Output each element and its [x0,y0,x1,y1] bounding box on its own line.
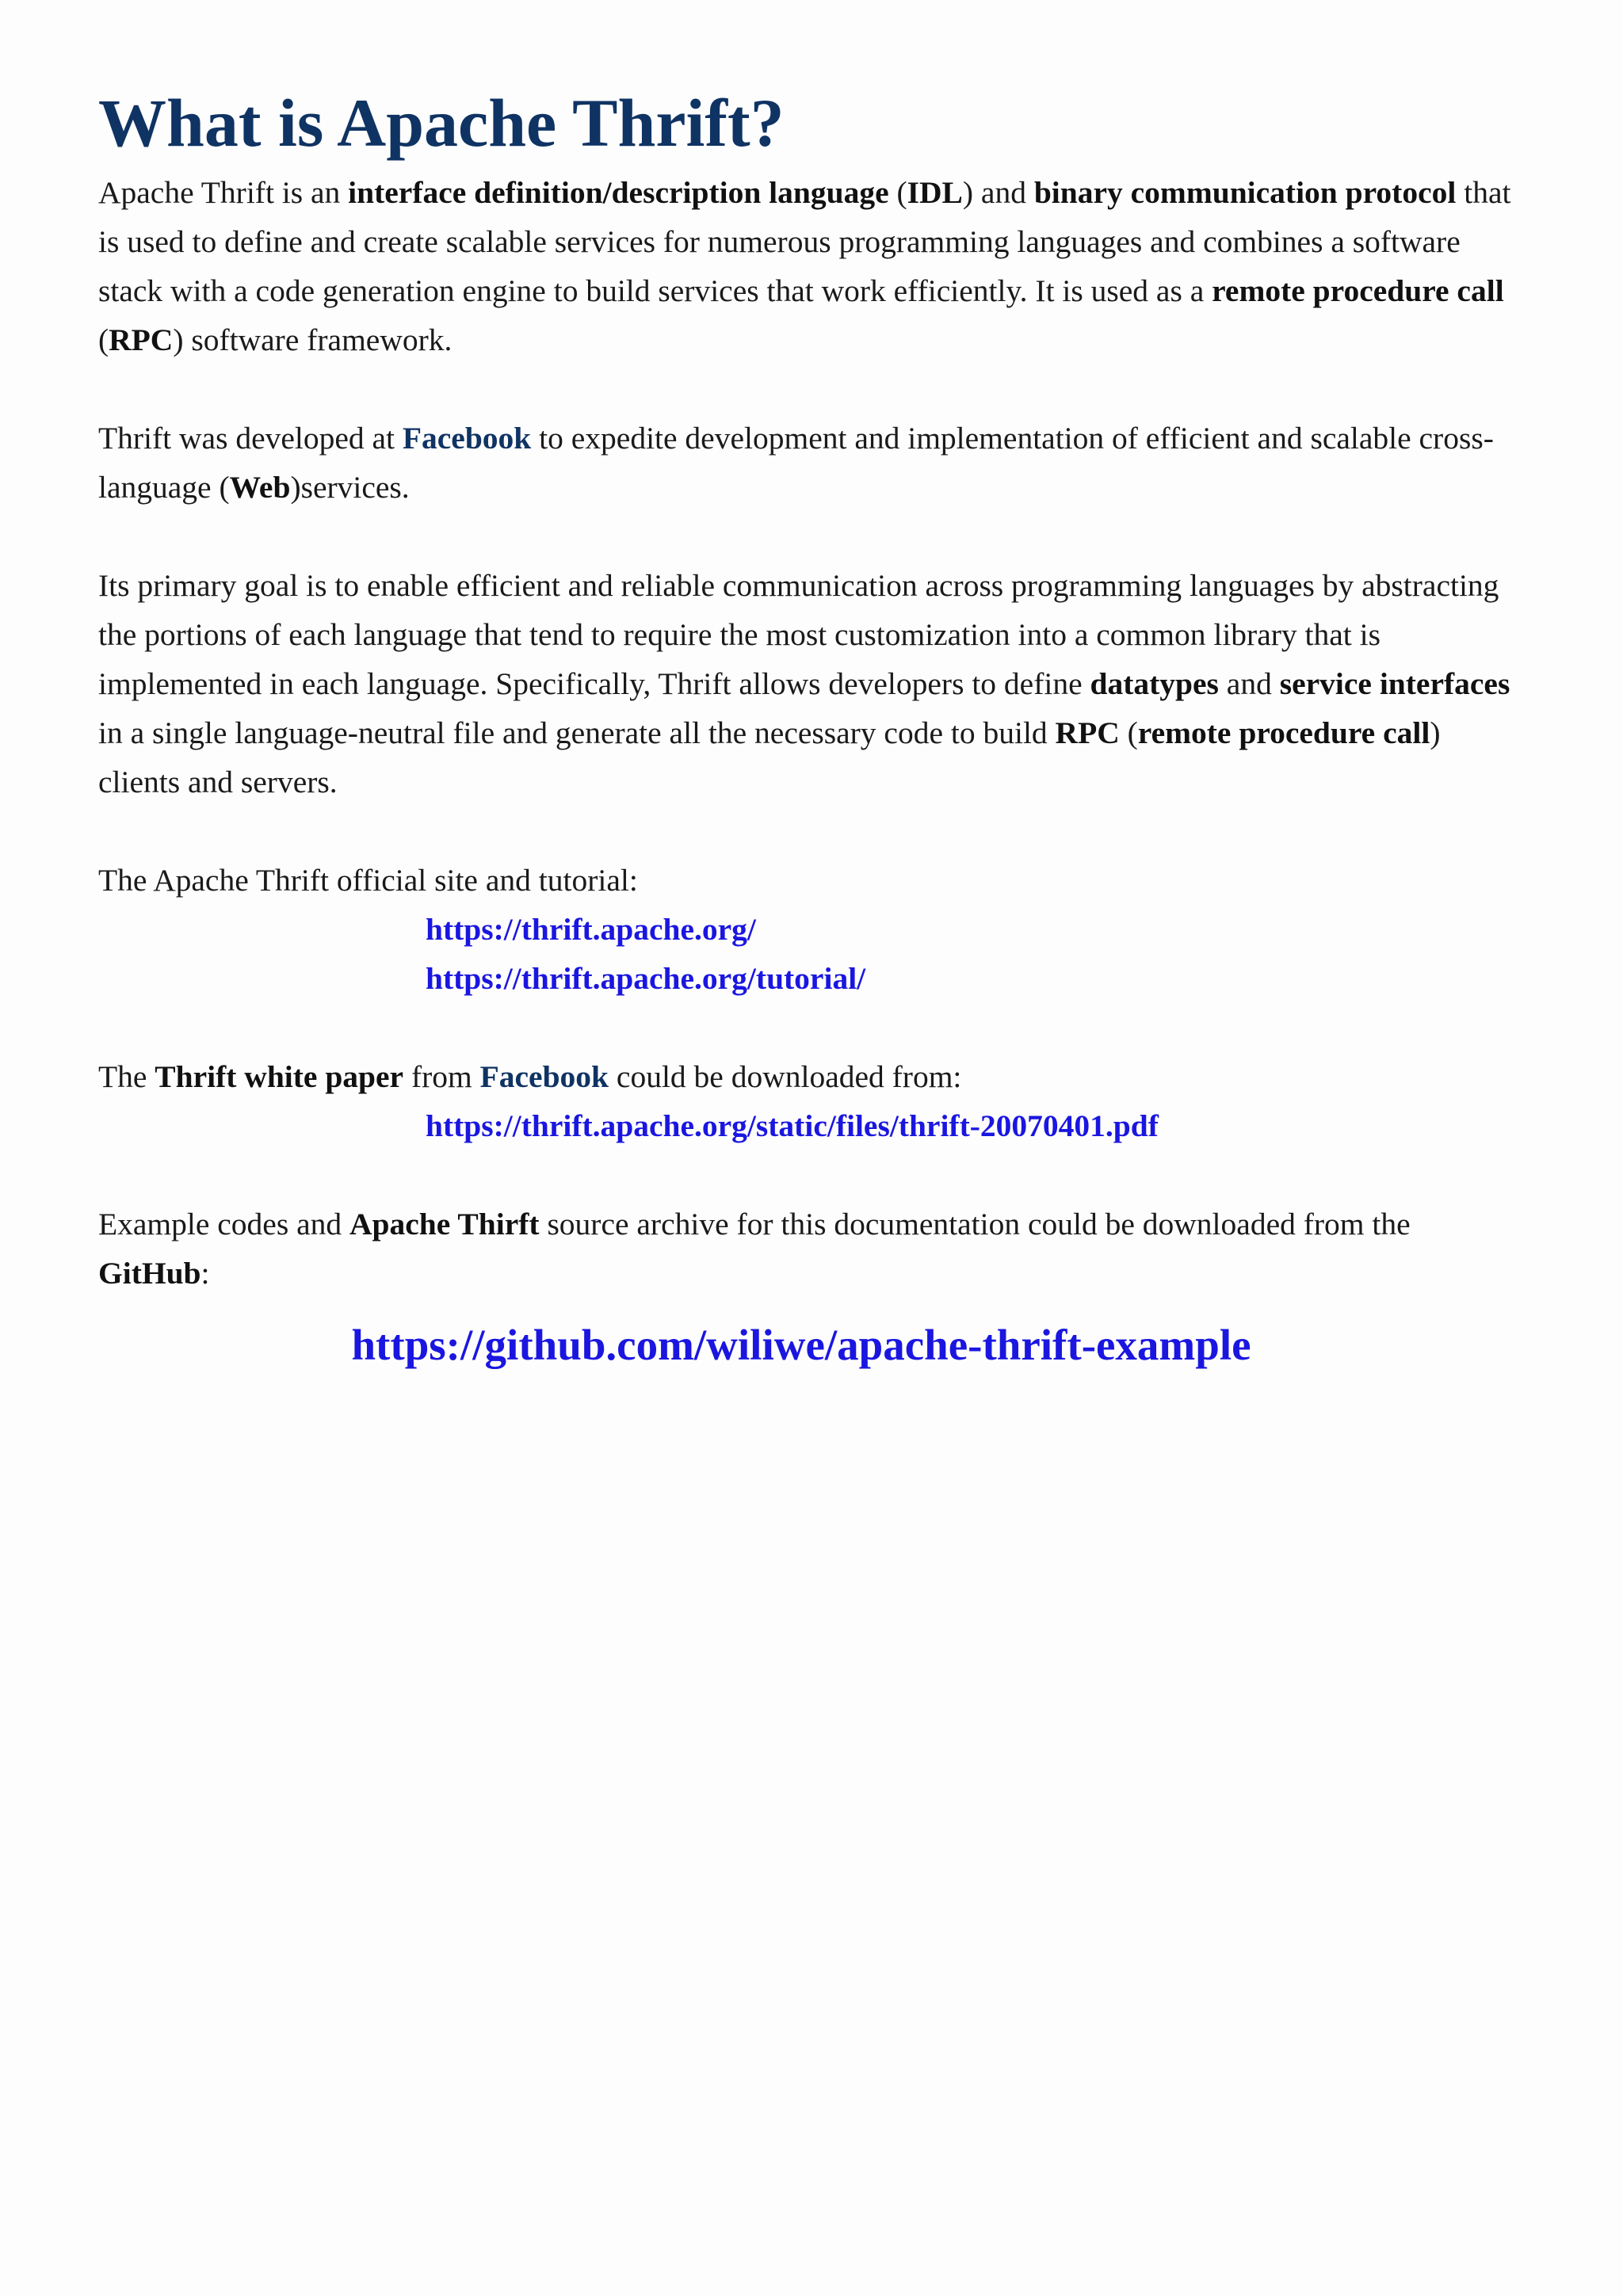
text-run: could be downloaded from: [609,1059,962,1094]
text-run: ) clients and servers. [98,715,1441,799]
page-title: What is Apache Thrift? [98,85,785,161]
text-run: ( [888,175,907,210]
text-run: in a single language-neutral file and generate all the necessary code to build [98,715,1056,750]
text-run: from [403,1059,480,1094]
goal-paragraph [98,561,1525,807]
intro-paragraph [98,168,1525,364]
text-run: Apache Thrift is an [98,175,349,210]
text-run: Thrift was developed at [98,421,403,456]
text-run: ) and [962,175,1034,210]
text-run: )services. [290,470,410,505]
bold-term: service interfaces [1279,666,1510,701]
text-run: The [98,1059,155,1094]
github-paragraph [98,1199,1525,1298]
text-run: Its primary goal is to enable efficient and reliable communication across programming languages by abstracting the portions of each language that tend to require the most customization into a common library that is implemented in each language. Specifically, Thrift allows developers to define [98,568,1499,701]
white-paper-link[interactable]: https://thrift.apache.org/static/files/thrift-20070401.pdf [426,1108,1159,1143]
history-paragraph [98,414,1525,512]
bold-term: IDL [907,175,963,210]
bold-term: Web [229,470,291,505]
bold-term: remote procedure call [1212,273,1504,308]
github-link-container [98,1314,1525,1377]
text-run: Example codes and [98,1207,349,1241]
bold-term: interface definition/description language [348,175,889,210]
white-paper-paragraph [98,1052,1525,1101]
bold-term: Apache Thirft [349,1207,540,1241]
bold-term: RPC [109,322,174,357]
bold-term: remote procedure call [1137,715,1430,750]
bold-term: binary communication protocol [1033,175,1457,210]
text-run: : [200,1256,210,1291]
text-run: that is used to define and create scalable services for numerous programming languages and combines a software stack with a code generation engine to build services that work efficiently. It is used as a [98,175,1511,308]
thrift-site-link[interactable]: https://thrift.apache.org/ [426,912,756,947]
text-run: and [1218,666,1280,701]
text-run: ) software framework. [173,322,453,357]
text-run: ( [98,322,109,357]
bold-term: GitHub [98,1256,201,1291]
bold-term: RPC [1055,715,1120,750]
bold-term: Thrift white paper [155,1059,404,1094]
official-site-paragraph: The Apache Thrift official site and tutorial: [98,863,638,898]
facebook-term: Facebook [479,1059,609,1094]
thrift-tutorial-link[interactable]: https://thrift.apache.org/tutorial/ [426,961,866,996]
text-run: to expedite development and implementation of efficient and scalable cross-language ( [98,421,1494,505]
facebook-term: Facebook [402,421,532,456]
text-run: ( [1119,715,1138,750]
bold-term: datatypes [1090,666,1219,701]
text-run: source archive for this documentation could be downloaded from the [539,1207,1411,1241]
github-repo-link[interactable]: https://github.com/wiliwe/apache-thrift-example [351,1321,1251,1369]
